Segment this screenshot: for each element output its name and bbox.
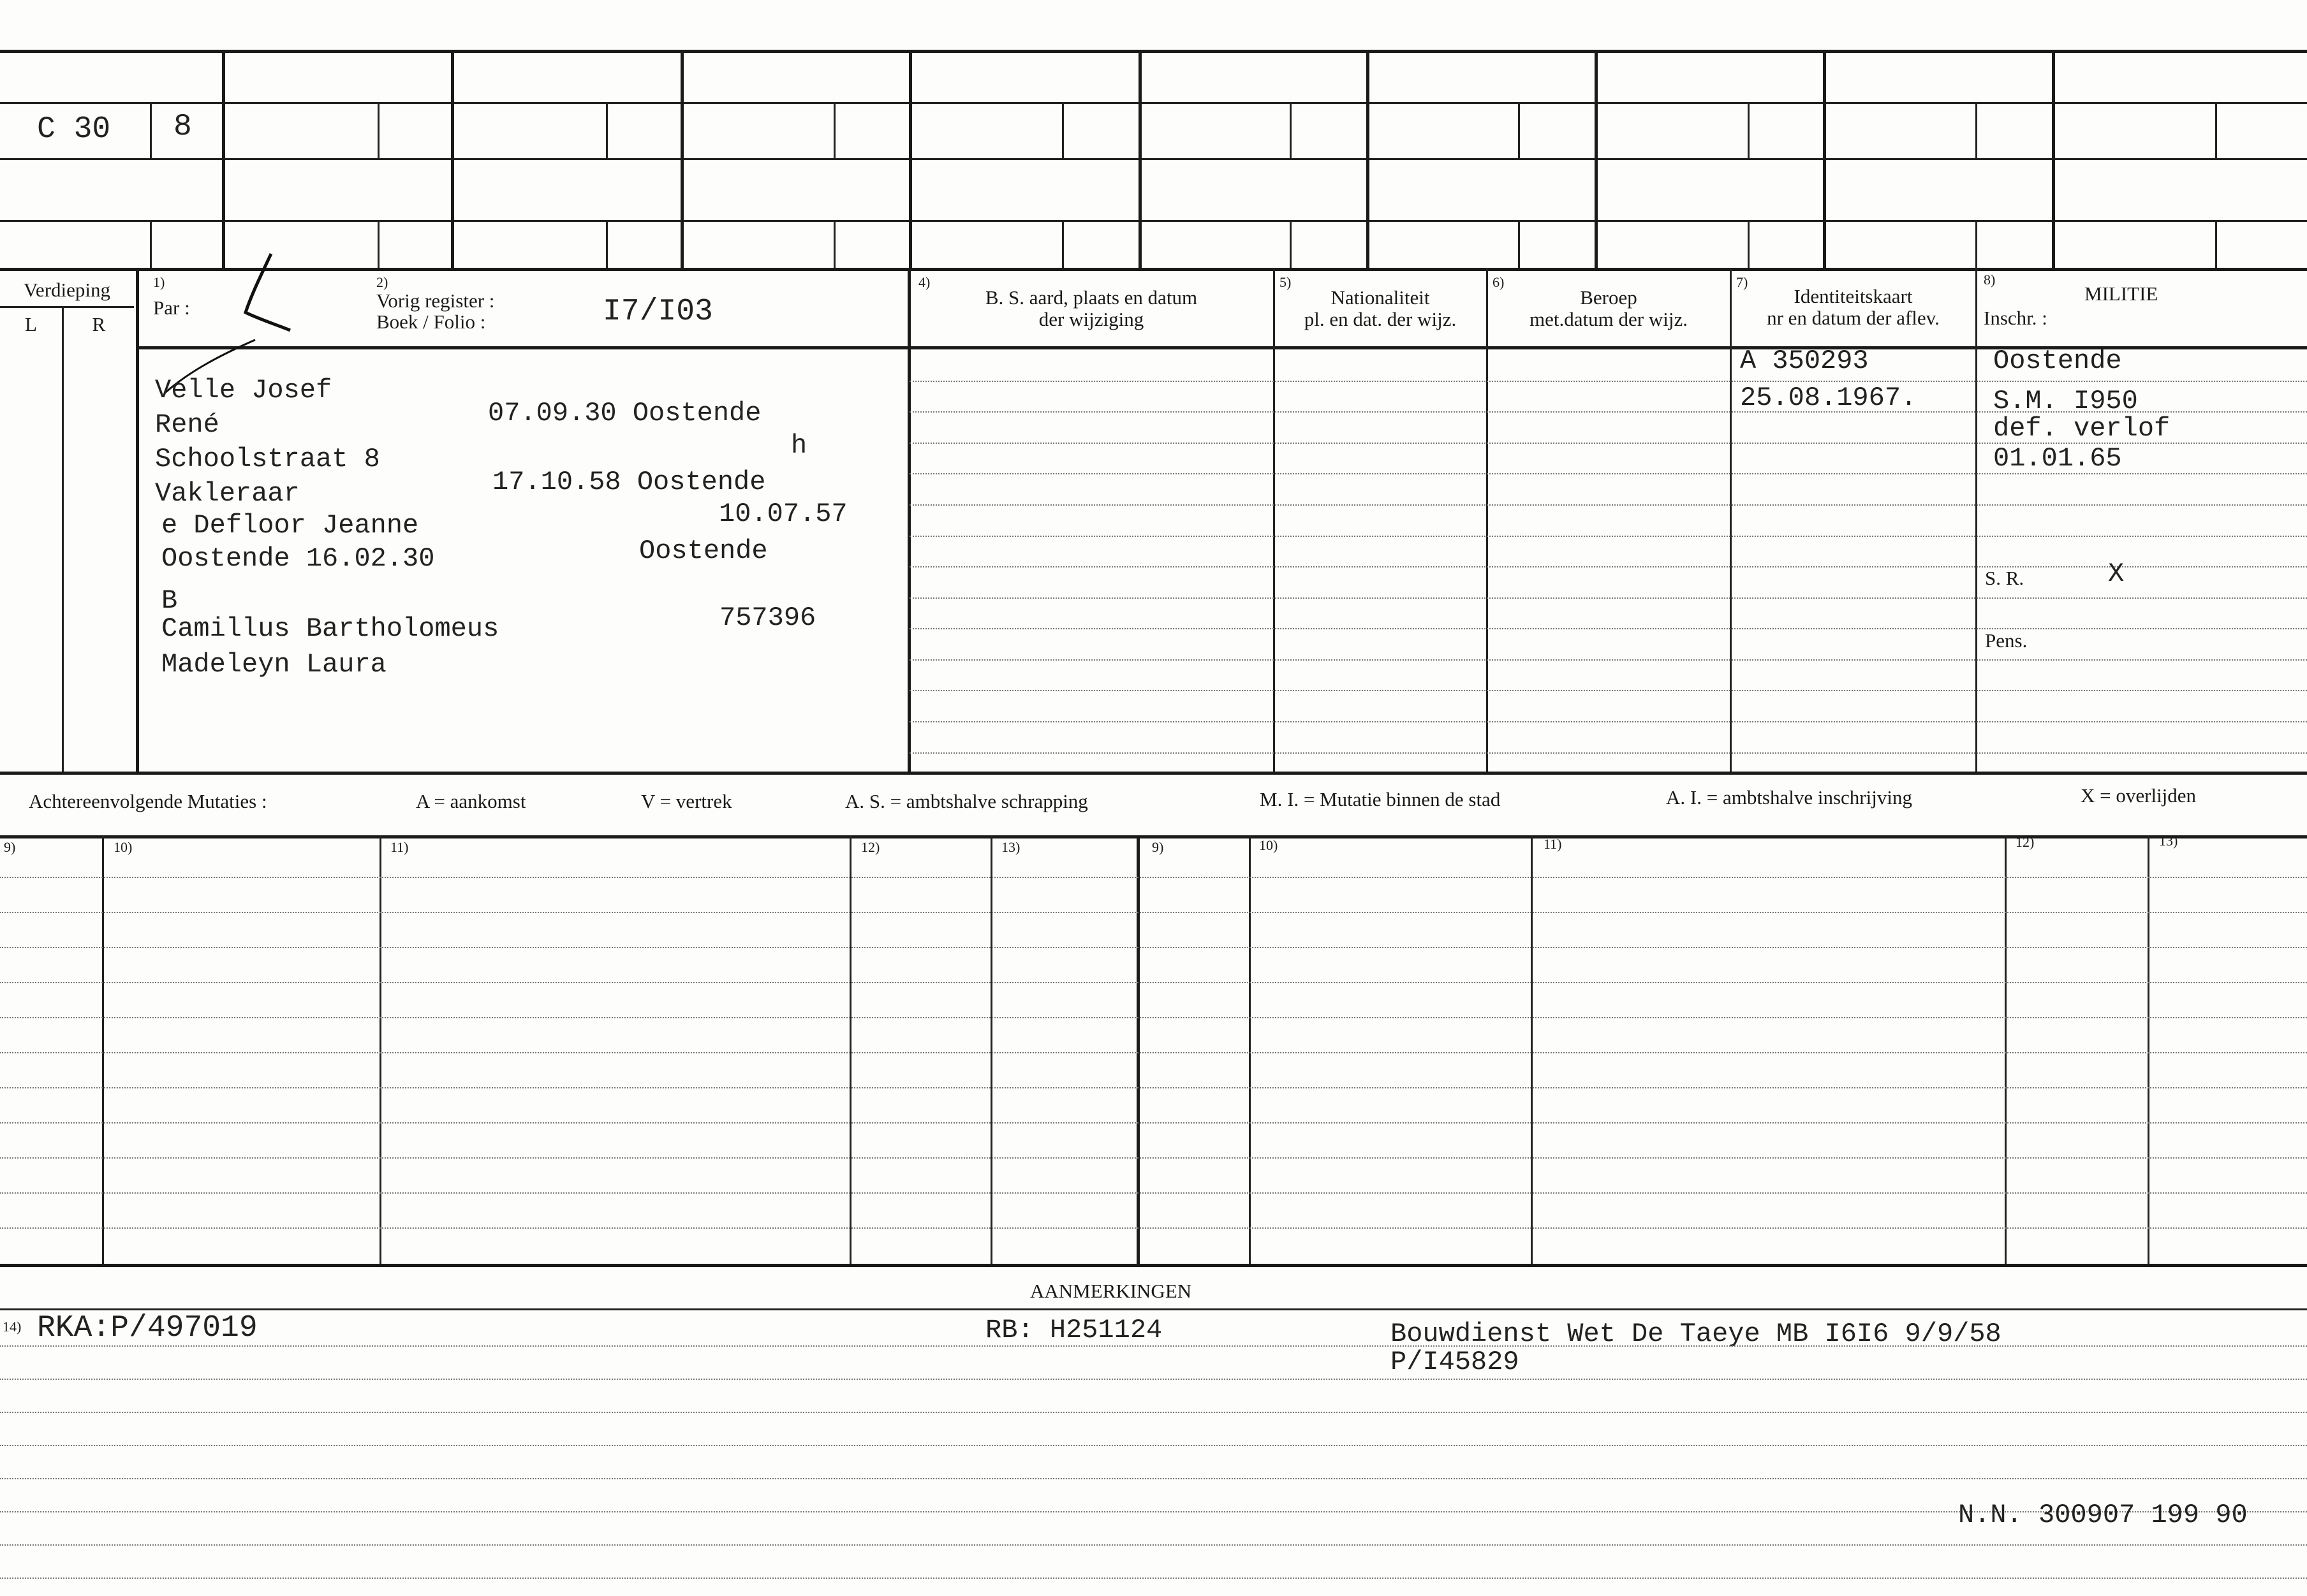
rule: [1823, 50, 1826, 268]
identiteitskaart-header-sub: nr en datum der aflev.: [1767, 307, 1940, 329]
card-number: 8: [173, 110, 192, 144]
rule: [1975, 268, 1977, 772]
rule: [1486, 268, 1488, 772]
rule: [378, 220, 380, 268]
person-spouse: e Defloor Jeanne: [161, 510, 419, 541]
marriage-place: Oostende: [639, 536, 768, 566]
rule: [0, 877, 2307, 878]
person-number: 757396: [719, 603, 816, 633]
rule: [910, 752, 2307, 754]
rule: [0, 1264, 2307, 1267]
bs-header: B. S. aard, plaats en datum: [985, 286, 1198, 309]
rule: [910, 659, 2307, 661]
rule: [0, 1578, 2307, 1579]
rule: [451, 50, 454, 268]
field-number: 6): [1493, 274, 1505, 290]
rule: [102, 835, 104, 1264]
id-card-date: 25.08.1967.: [1740, 383, 1917, 413]
card-code: C 30: [37, 112, 111, 147]
person-b-mark: B: [161, 585, 178, 616]
rule: [2005, 835, 2007, 1264]
rule: [0, 1379, 2307, 1380]
rule: [0, 1412, 2307, 1413]
rule: [0, 306, 134, 308]
national-number: N.N. 300907 199 90: [1958, 1500, 2248, 1530]
legend-as: A. S. = ambtshalve schrapping: [845, 790, 1088, 812]
rule: [910, 381, 2307, 382]
rule: [0, 1122, 2307, 1124]
rule: [0, 158, 2307, 160]
column-number: 11): [390, 839, 409, 855]
rule: [0, 1192, 2307, 1194]
militie-header: MILITIE: [2084, 282, 2158, 305]
militie-date: 01.01.65: [1993, 443, 2122, 474]
column-number: 9): [1152, 839, 1164, 855]
rule: [0, 268, 2307, 271]
rule: [0, 1157, 2307, 1159]
rule: [1518, 220, 1520, 268]
h-mark: h: [791, 430, 807, 461]
militie-verlof: def. verlof: [1993, 413, 2171, 444]
rule: [991, 835, 992, 1264]
militie-sm: S.M. I950: [1993, 386, 2138, 416]
legend-v: V = vertrek: [641, 790, 732, 812]
column-number: 11): [1544, 836, 1562, 852]
rule: [910, 690, 2307, 691]
rule: [834, 102, 836, 158]
remark-rka: RKA:P/497019: [37, 1311, 258, 1345]
field-number: 5): [1279, 274, 1292, 290]
rule: [1366, 50, 1369, 268]
column-number: 9): [4, 839, 16, 855]
rule: [0, 102, 2307, 104]
rule: [0, 772, 2307, 775]
person-name: Velle Josef: [155, 375, 332, 406]
rule: [1595, 50, 1598, 268]
person-address: Schoolstraat 8: [155, 444, 380, 474]
rule: [681, 50, 684, 268]
legend-mi: M. I. = Mutatie binnen de stad: [1260, 788, 1501, 810]
legend-ai: A. I. = ambtshalve inschrijving: [1666, 786, 1912, 809]
rule: [1531, 835, 1533, 1264]
rule: [0, 1544, 2307, 1546]
remark-bouwdienst-ref: P/I45829: [1390, 1347, 1519, 1377]
rule: [0, 1478, 2307, 1479]
right-label: R: [92, 313, 106, 335]
rule: [1273, 268, 1275, 772]
rule: [0, 947, 2307, 948]
par-label: Par :: [153, 297, 190, 319]
rule: [150, 220, 152, 268]
militie-place: Oostende: [1993, 346, 2122, 376]
column-number: 10): [114, 839, 133, 855]
beroep-header: Beroep: [1580, 286, 1637, 309]
marriage-date: 10.07.57: [719, 499, 848, 529]
field-number: 8): [1984, 272, 1996, 288]
rule: [380, 835, 381, 1264]
column-number: 13): [2159, 833, 2178, 849]
rule: [1518, 102, 1520, 158]
column-number: 12): [861, 839, 880, 855]
remark-bouwdienst: Bouwdienst Wet De Taeye MB I6I6 9/9/58: [1390, 1319, 2001, 1349]
rule: [850, 835, 851, 1264]
rule: [910, 597, 2307, 599]
rule: [136, 346, 2307, 349]
column-number: 13): [1001, 839, 1021, 855]
rule: [1139, 50, 1142, 268]
rule: [909, 50, 912, 268]
sr-label: S. R.: [1985, 567, 2024, 589]
rule: [1730, 268, 1732, 772]
boek-folio-label: Boek / Folio :: [376, 311, 486, 333]
rule: [62, 306, 64, 772]
rule: [1975, 220, 1977, 268]
rule: [0, 220, 2307, 222]
rule: [1748, 102, 1750, 158]
rule: [606, 102, 608, 158]
rule: [378, 102, 380, 158]
rule: [606, 220, 608, 268]
legend-x: X = overlijden: [2081, 784, 2197, 807]
nationaliteit-header-sub: pl. en dat. der wijz.: [1304, 308, 1457, 330]
rule: [136, 268, 139, 772]
rule: [1975, 102, 1977, 158]
inschr-label: Inschr. :: [1984, 307, 2047, 329]
rule: [0, 50, 2307, 53]
rule: [0, 1227, 2307, 1229]
person-spouse-birth: Oostende 16.02.30: [161, 543, 435, 574]
signature-mark: [226, 249, 303, 344]
column-number: 12): [2016, 834, 2035, 850]
rule: [1137, 835, 1140, 1264]
person-profession: Vakleraar: [155, 478, 300, 509]
sr-value: X: [2108, 559, 2125, 589]
legend-a: A = aankomst: [416, 790, 526, 812]
rule: [908, 268, 911, 772]
rule: [910, 721, 2307, 722]
birth-date-place: 07.09.30 Oostende: [488, 398, 762, 428]
rule: [150, 102, 152, 158]
field-number: 1): [153, 274, 165, 290]
id-card-number: A 350293: [1740, 346, 1869, 376]
rule: [0, 1308, 2307, 1310]
rule: [2215, 102, 2217, 158]
left-label: L: [25, 313, 37, 335]
rule: [910, 628, 2307, 629]
person-firstname: René: [155, 409, 219, 440]
rule: [0, 1017, 2307, 1018]
rule: [2052, 50, 2055, 268]
beroep-header-sub: met.datum der wijz.: [1529, 308, 1688, 330]
rule: [0, 835, 2307, 838]
verdieping-label: Verdieping: [23, 279, 111, 301]
rule: [1290, 220, 1292, 268]
rule: [0, 1052, 2307, 1053]
rule: [910, 504, 2307, 506]
rule: [910, 566, 2307, 567]
field-number: 2): [376, 274, 388, 290]
arrival-date-place: 17.10.58 Oostende: [492, 467, 766, 497]
field-number: 14): [3, 1319, 22, 1335]
register-value: I7/I03: [603, 295, 713, 329]
rule: [910, 536, 2307, 537]
rule: [0, 1445, 2307, 1446]
rule: [1249, 835, 1251, 1264]
nationaliteit-header: Nationaliteit: [1330, 286, 1430, 309]
field-number: 7): [1736, 274, 1748, 290]
remark-rb: RB: H251124: [985, 1315, 1163, 1345]
vorig-register-label: Vorig register :: [376, 289, 495, 312]
person-father: Camillus Bartholomeus: [161, 613, 499, 644]
pens-label: Pens.: [1985, 629, 2028, 652]
remarks-title: AANMERKINGEN: [1030, 1280, 1192, 1302]
field-number: 4): [918, 274, 931, 290]
rule: [0, 982, 2307, 983]
identiteitskaart-header: Identiteitskaart: [1794, 285, 1913, 307]
rule: [1748, 220, 1750, 268]
rule: [2148, 835, 2149, 1264]
rule: [0, 1087, 2307, 1088]
mutations-title: Achtereenvolgende Mutaties :: [29, 790, 267, 812]
column-number: 10): [1259, 837, 1278, 853]
bs-header-sub: der wijziging: [1038, 308, 1144, 330]
rule: [1290, 102, 1292, 158]
rule: [0, 912, 2307, 913]
rule: [222, 50, 225, 268]
rule: [2215, 220, 2217, 268]
rule: [1062, 102, 1064, 158]
rule: [1062, 220, 1064, 268]
rule: [0, 1345, 2307, 1347]
person-mother: Madeleyn Laura: [161, 649, 387, 680]
rule: [834, 220, 836, 268]
